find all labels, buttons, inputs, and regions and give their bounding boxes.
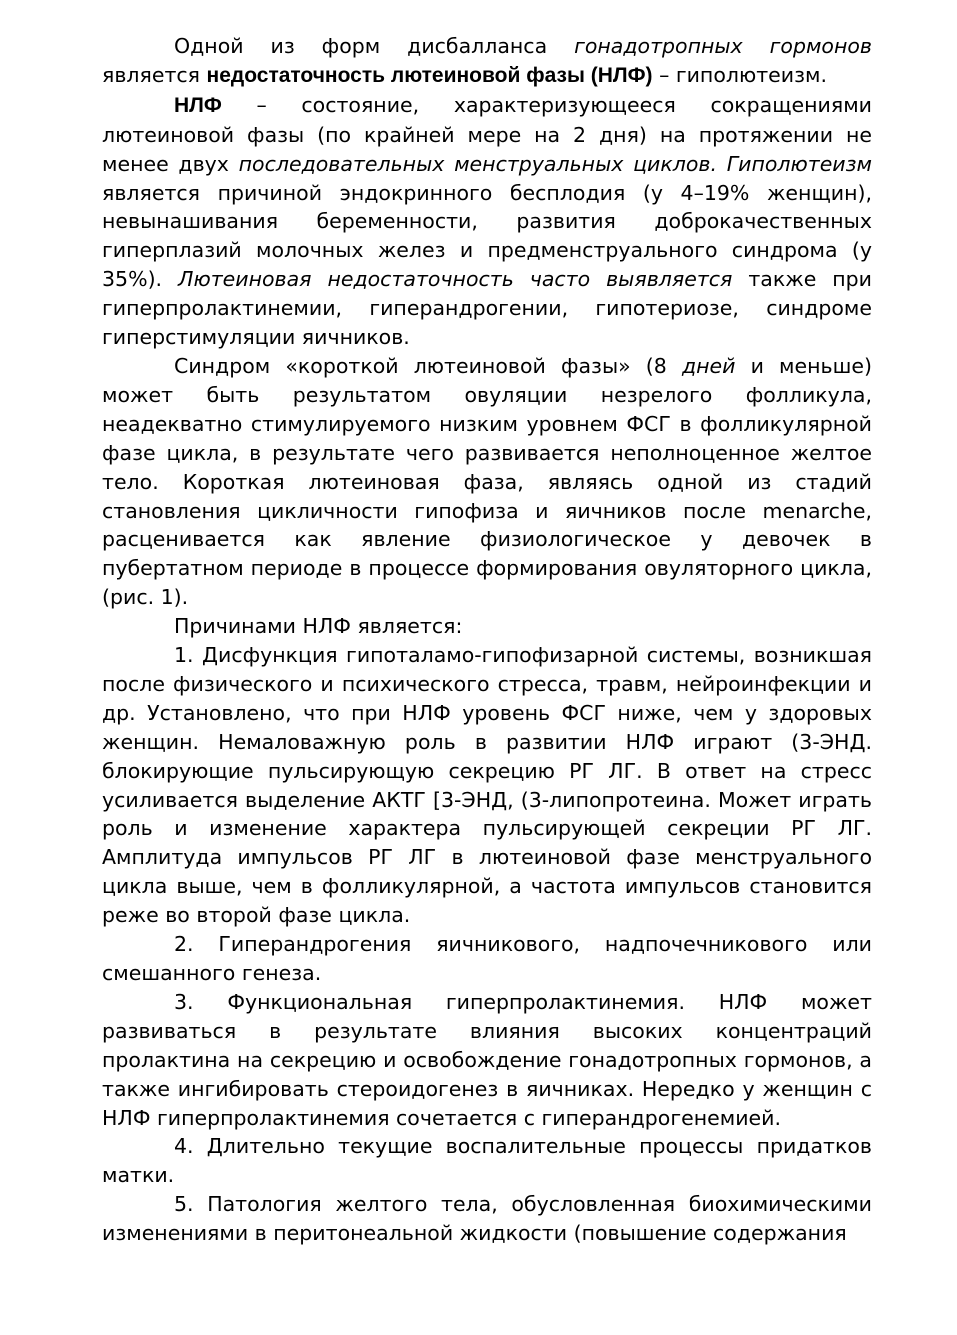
list-item-cause-5 bbox=[102, 1190, 872, 1248]
paragraph-short-luteal-syndrome bbox=[102, 352, 872, 612]
text-segment: является причиной эндокринного бесплодия (у 4–19% женщин), невынашивания беременности, развития доброкачественных гиперплазий молочных желез и предменструального синдрома (у 35%). bbox=[102, 180, 872, 292]
paragraph-causes-heading bbox=[102, 612, 872, 641]
list-item-cause-4 bbox=[102, 1132, 872, 1190]
text-segment: 4. Длительно текущие воспалительные процессы придатков матки. bbox=[102, 1134, 872, 1188]
text-segment: 1. Дисфункция гипоталамо-гипофизарной системы, возникшая после физического и психического стресса, травм, нейроинфекции и др. Установлено, что при НЛФ уровень ФСГ ниже, чем у здоровых женщин. Немаловажную роль в развитии НЛФ играют (3-ЭНД. блокирующие пульсирующую секрецию РГ ЛГ. В ответ на стресс усиливается выделение АКТГ [3-ЭНД, (3-липопротеина. Может играть роль и изменение характера пульсирующей секреции РГ ЛГ. Амплитуда импульсов РГ ЛГ в лютеиновой фазе менструального цикла выше, чем в фолликулярной, а частота импульсов становится реже во второй фазе цикла. bbox=[102, 643, 872, 928]
text-segment: – состояние, характеризующееся сокращениями лютеиновой фазы (по крайней мере на 2 дня) на протяжении не менее двух bbox=[102, 92, 872, 176]
text-segment: 5. Патология желтого тела, обусловленная биохимическими изменениями в перитонеальной жидкости (повышение содержания bbox=[102, 1192, 872, 1246]
text-segment: 3. Функциональная гиперпролактинемия. НЛФ может развиваться в результате влияния высоких концентраций пролактина на секрецию и освобождение гонадотропных гормонов, а также ингибировать стероидогенез в яичниках. Нередко у женщин с НЛФ гиперпролактинемия сочетается с гиперандрогенемией. bbox=[102, 989, 872, 1130]
text-segment-italic: гонадотропных гормонов bbox=[574, 34, 872, 58]
list-item-cause-1 bbox=[102, 641, 872, 930]
term-nlf: НЛФ bbox=[174, 93, 222, 117]
text-segment: Синдром «короткой лютеиновой фазы» (8 bbox=[174, 353, 682, 378]
list-item-cause-3 bbox=[102, 988, 872, 1133]
text-segment: Одной из форм дисбалланса bbox=[174, 34, 575, 58]
text-segment: является bbox=[102, 62, 207, 87]
text-segment: Причинами НЛФ является: bbox=[174, 614, 463, 639]
document-page bbox=[102, 32, 872, 1248]
text-segment-italic: Лютеиновая недостаточность часто выявляется bbox=[178, 267, 733, 292]
paragraph-intro bbox=[102, 32, 872, 91]
paragraph-definition bbox=[102, 91, 872, 352]
term-nlf-heading: недостаточность лютеиновой фазы (НЛФ) bbox=[206, 63, 653, 87]
list-item-cause-2 bbox=[102, 930, 872, 988]
text-segment-italic: дней bbox=[681, 353, 736, 378]
text-segment-italic: последовательных менструальных циклов. Гиполютеизм bbox=[238, 151, 872, 176]
text-segment: и меньше) может быть результатом овуляции незрелого фолликула, неадекватно стимулируемого низким уровнем ФСГ в фолликулярной фазе цикла, в результате чего развивается неполноценное желтое тело. Короткая лютеиновая фаза, являясь одной из стадий становления цикличности гипофиза и яичников после menarche, расценивается как явление физиологическое у девочек в пубертатном периоде в процессе формирования овуляторного цикла, (рис. 1). bbox=[102, 353, 872, 610]
text-segment: также при гиперпролактинемии, гиперандрогении, гипотериозе, синдроме гиперстимуляции яичников. bbox=[102, 267, 872, 350]
text-segment: – гиполютеизм. bbox=[652, 62, 827, 87]
text-segment: 2. Гиперандрогения яичникового, надпочечникового или смешанного генеза. bbox=[102, 932, 872, 985]
